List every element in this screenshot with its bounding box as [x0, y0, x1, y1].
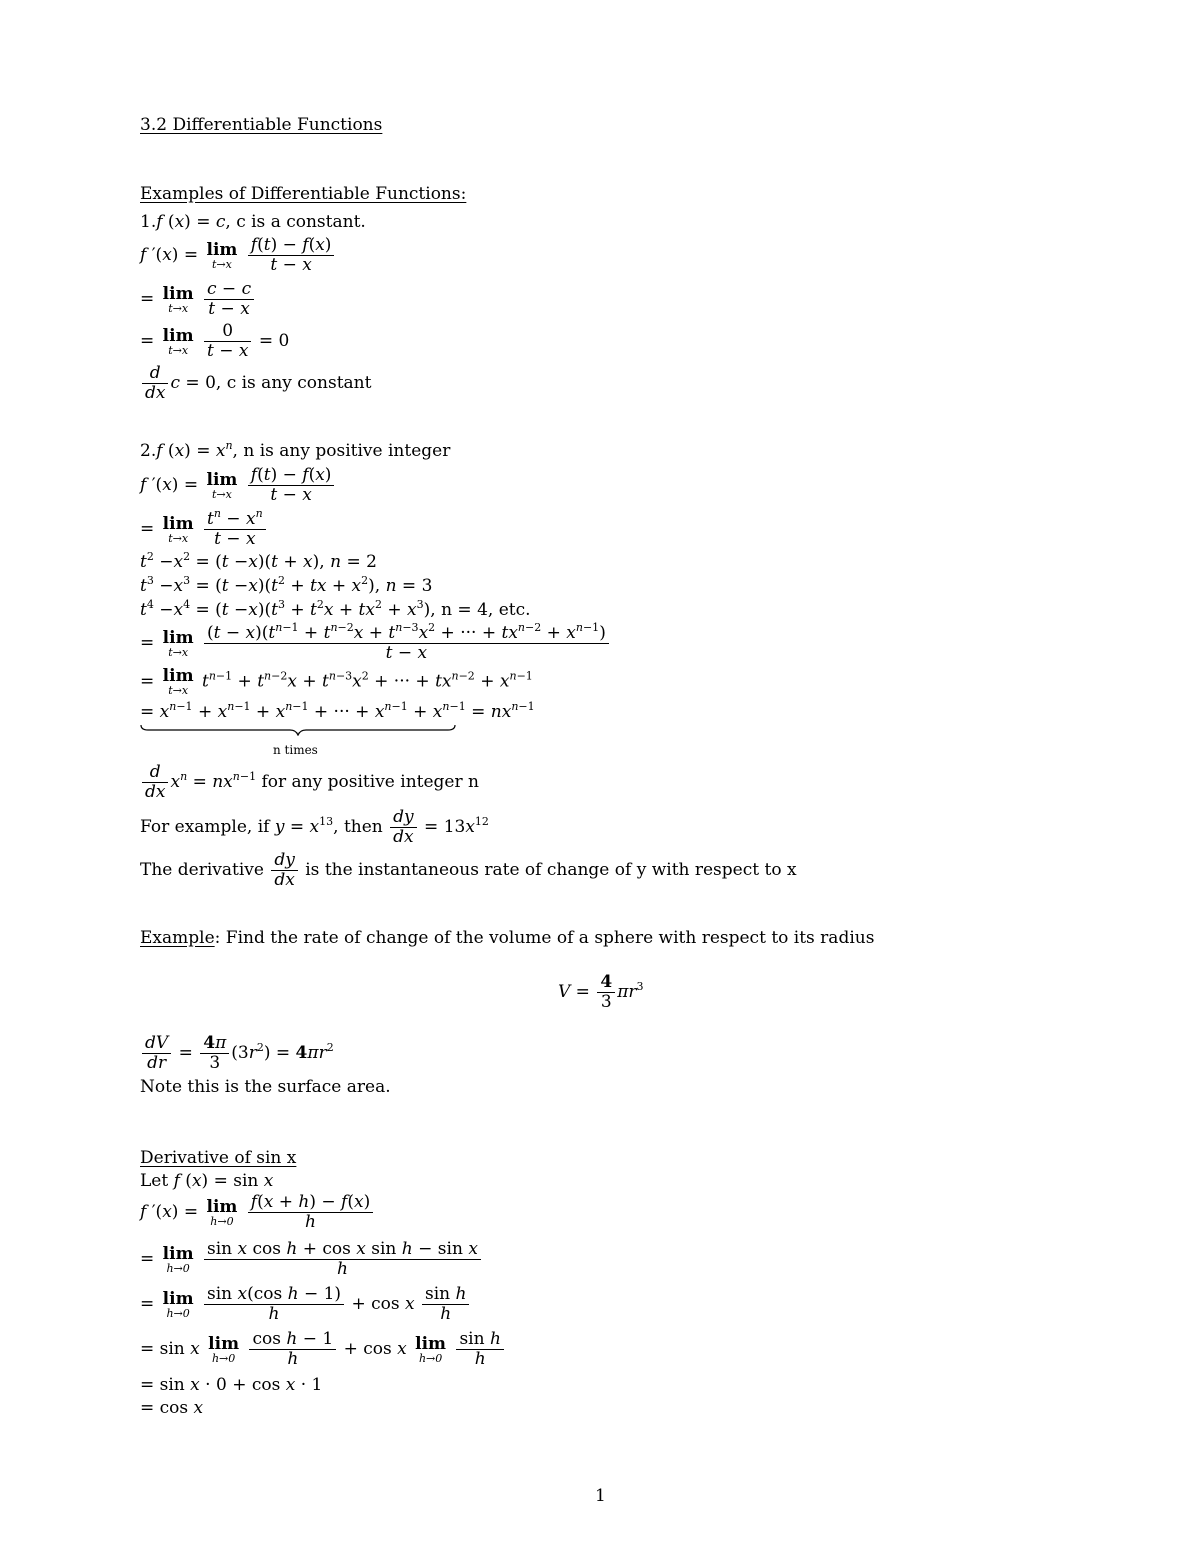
limit-operator: lim t→x: [162, 283, 194, 315]
ex2-step-1: f ′(x) = lim t→x $\frac{f(t) - f(x)}{t - x}$: [140, 466, 336, 505]
example-label: Example: [140, 928, 215, 948]
fraction: $\frac{\text{sin x cos h + cos x sin h − sin x}}{h}$: [204, 1240, 481, 1279]
ex2-step-5: = $x^{n-1} + x^{n-1} + x^{n-1}$ + ··· + $x^{n-1} + x^{n-1} = nx^{n-1}$: [140, 700, 535, 722]
surface-area-note: Note this is the surface area.: [140, 1077, 391, 1097]
derivative-dy-dx: $\frac{dy}{dx}$: [390, 808, 417, 847]
factor-n3: $t^3 -x^3 = (t -x)(t^2$ + tx + $x^2$), n = 3: [140, 574, 433, 596]
example-text: : Find the rate of change of the volume of a sphere with respect to its radius: [214, 928, 875, 948]
limit-operator: lim t→x: [162, 627, 194, 659]
fraction: $\frac{\text{sin h}}{h}$: [422, 1285, 469, 1324]
sin-result: = cos x: [140, 1398, 204, 1418]
derivative-dy-dx: $\frac{dy}{dx}$: [271, 851, 298, 890]
for-example-label: For example, if: [140, 817, 270, 837]
underbrace: [140, 724, 456, 736]
ex1-step-1: f ′(x) = lim t→x $\frac{f(t) - f(x)}{t - x}$: [140, 236, 336, 275]
sphere-example: [140, 927, 874, 949]
sin-step-4: = sin x lim h→0 $\frac{\text{cos h − 1}}{h}$ + cos x lim h→0 $\frac{\text{sin h}}{h}$: [140, 1330, 506, 1369]
then-label: then: [343, 817, 383, 837]
sin-step-5: = sin x · 0 + cos x · 1: [140, 1375, 323, 1395]
factor-n4: $t^4 -x^4 = (t -x)(t^3 + t^2x + tx^2 + x^3)$, n = 4, etc.: [140, 598, 531, 620]
ex1-statement-tail: , c is a constant.: [225, 212, 366, 232]
ex2-step-3: = lim t→x $\frac{(t - x)(t^{n-1} + t^{n-2}x + t^{n-3}x^2 + \cdot\cdot\cdot + tx^{n-2} + x^{n-1})}{t - x}$: [140, 624, 611, 663]
ex2-statement: 2.f $(x) = x^n$, n is any positive integer: [140, 439, 451, 461]
ex2-result-tail: for any positive integer n: [261, 772, 479, 792]
derivative-prefix: The derivative: [140, 860, 264, 880]
fraction: $\frac{f(t) - f(x)}{t - x}$: [248, 466, 335, 505]
ex1-step-2: = lim t→x $\frac{c - c}{t - x}$: [140, 280, 256, 319]
fraction: $\frac{4\pi}{3}$: [200, 1034, 229, 1073]
derivative-suffix: is the instantaneous rate of change of y with respect to x: [305, 860, 797, 880]
n-times-label: n times: [273, 743, 318, 757]
fraction: $\frac{\text{sin h}}{h}$: [456, 1330, 503, 1369]
limit-operator: lim h→0: [415, 1333, 447, 1365]
ex2-step-4: = lim t→x $t^{n-1} + t^{n-2}x + t^{n-3}x^2$ + ··· + $tx^{n-2} + x^{n-1}$: [140, 666, 533, 697]
limit-operator: lim h→0: [162, 1288, 194, 1320]
ex2-derivative-def: [140, 851, 797, 890]
limit-operator: lim h→0: [208, 1333, 240, 1365]
fraction: $\frac{4}{3}$: [597, 973, 615, 1012]
limit-operator: lim t→x: [162, 325, 194, 357]
sin-step-3: = lim h→0 $\frac{\text{sin x(cos h − 1)}}{h}$ + cos x $\frac{\text{sin h}}{h}$: [140, 1285, 471, 1324]
limit-operator: lim t→x: [162, 666, 194, 697]
ex1-statement: 1.f (x) = c, c is a constant.: [140, 212, 366, 232]
ex1-result: $\frac{d}{dx}$ c = 0, c is any constant: [140, 364, 371, 403]
section-heading-examples: Examples of Differentiable Functions:: [140, 184, 467, 204]
sphere-derivative: $\frac{dV}{dr}$ = $\frac{4\pi}{3}$ $(3r^2) = 4\pi r^2$: [140, 1034, 334, 1073]
limit-operator: lim h→0: [162, 1243, 194, 1275]
ex2-statement-tail: , n is any positive integer: [232, 441, 451, 461]
page-number: 1: [595, 1486, 606, 1506]
fraction: $\frac{f(t) - f(x)}{t - x}$: [248, 236, 335, 275]
sin-step-1: f ′(x) = lim h→0 $\frac{f(x + h) - f(x)}{h}$: [140, 1193, 375, 1232]
fraction: $\frac{\text{cos h − 1}}{h}$: [249, 1330, 336, 1369]
sin-section-title: Derivative of sin x: [140, 1148, 297, 1168]
ex2-example: For example, if $y = x^{13}$, then $\frac{dy}{dx}$ = $13x^{12}$: [140, 807, 489, 847]
derivative-operator: $\frac{d}{dx}$: [142, 364, 168, 403]
sin-let: Let f (x) = sin x: [140, 1171, 274, 1191]
limit-operator: lim t→x: [206, 469, 238, 501]
factor-n2: $t^2 -x^2 = (t -x)(t + x)$, n = 2: [140, 550, 377, 572]
limit-operator: lim t→x: [162, 513, 194, 545]
fraction: $\frac{t^n - x^n}{t - x}$: [204, 510, 266, 549]
page-title: 3.2 Differentiable Functions: [140, 115, 383, 135]
let-label: Let: [140, 1171, 169, 1191]
ex1-step-3: = lim t→x $\frac{0}{t - x}$ = 0: [140, 321, 290, 361]
derivative-operator: $\frac{d}{dx}$: [142, 763, 168, 802]
limit-operator: lim t→x: [206, 239, 238, 271]
ex2-result: $\frac{d}{dx}$ $x^n = nx^{n-1}$ for any positive integer n: [140, 763, 479, 802]
ex2-etc: , n = 4, etc.: [430, 600, 531, 620]
sin-step-2: = lim h→0 $\frac{\text{sin x cos h + cos x sin h − sin x}}{h}$: [140, 1240, 483, 1279]
ex1-result-tail: = 0, c is any constant: [185, 373, 372, 393]
sphere-volume-formula: V = $\frac{4}{3}$ $\pi r^3$: [558, 972, 644, 1012]
ex1-number: 1.: [140, 212, 157, 232]
fraction: $\frac{0}{t - x}$: [204, 322, 252, 361]
limit-operator: lim h→0: [206, 1196, 238, 1228]
ex2-number: 2.: [140, 441, 157, 461]
ex2-step-2: = lim t→x $\frac{t^n - x^n}{t - x}$: [140, 510, 268, 549]
fraction: $\frac{c - c}{t - x}$: [204, 280, 254, 319]
fraction: $\frac{(t - x)(t^{n-1} + t^{n-2}x + t^{n-3}x^2 + \cdot\cdot\cdot + tx^{n-2} + x^{n-1})}{t - x}$: [204, 624, 609, 663]
fraction: $\frac{\text{sin x(cos h − 1)}}{h}$: [204, 1285, 344, 1324]
fraction: $\frac{f(x + h) - f(x)}{h}$: [248, 1193, 373, 1232]
fraction: $\frac{dV}{dr}$: [142, 1034, 171, 1073]
